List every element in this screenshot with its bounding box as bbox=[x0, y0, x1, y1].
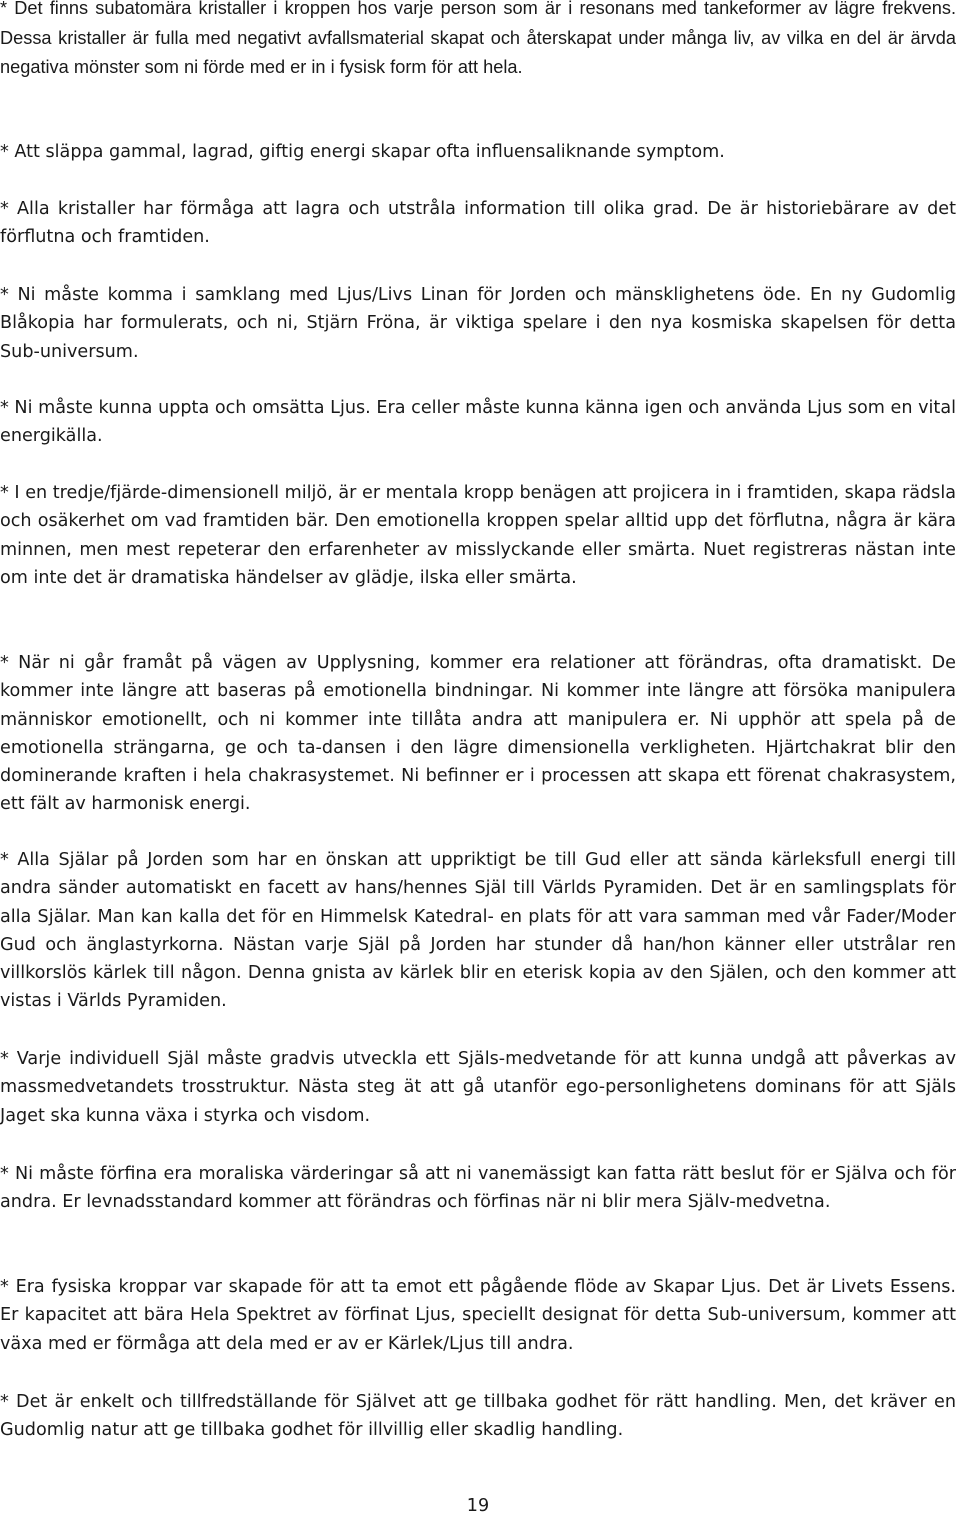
paragraph-mental-body: * I en tredje/fjärde-dimensionell miljö, är er mentala kropp benägen att projicera in i framtiden, skapa rädsla och osäkerhet om vad framtiden bär. Den emotionella kroppen spelar alltid upp det förflutna, några är kära minnen, men mest repeterar den erfarenheter av misslyckande eller smärta. Nuet registreras nästan inte om inte det är dramatiska händelser av glädje, ilska eller smärta. bbox=[0, 483, 956, 588]
paragraph-releasing-energy: * Att släppa gammal, lagrad, giftig energi skapar ofta influensaliknande symptom. bbox=[0, 142, 725, 162]
paragraph-goodness: * Det är enkelt och tillfredställande för Självet att ge tillbaka godhet för rätt handling. Men, det kräver en Gudomlig natur att ge tillbaka godhet för illvillig eller skadlig handling. bbox=[0, 1392, 956, 1441]
paragraph-world-pyramid: * Alla Själar på Jorden som har en önskan att uppriktigt be till Gud eller att sända kärleksfull energi till andra sänder automatiskt en facett av hans/hennes Själ till Världs Pyramiden. Det är en samlingsplats för alla Själar. Man kan kalla det för en Himmelsk Katedral- en plats för att vara samman med vår Fader/Moder Gud och änglastyrkorna. Nästan varje Själ på Jorden har stunder då han/hon känner eller utstrålar ren villkorslös kärlek till någon. Denna gnista av kärlek blir en eterisk kopia av den Själen, och den kommer att vistas i Världs Pyramiden. bbox=[0, 850, 956, 1012]
paragraph-absorb-light: * Ni måste kunna uppta och omsätta Ljus. Era celler måste kunna känna igen och använda Ljus som en vital energikälla. bbox=[0, 398, 956, 447]
paragraph-soul-consciousness: * Varje individuell Själ måste gradvis utveckla ett Själs-medvetande för att kunna undgå att påverkas av massmedvetandets trosstruktur. Nästa steg ät att gå utanför ego-personlighetens dominans för att Själs Jaget ska kunna växa i styrka och visdom. bbox=[0, 1049, 956, 1126]
page-number: 19 bbox=[466, 1496, 490, 1516]
paragraph-light-life-line: * Ni måste komma i samklang med Ljus/Livs Linan för Jorden och mänsklighetens öde. En ny Gudomlig Blåkopia har formulerats, och ni, Stjärn Fröna, är viktiga spelare i den nya kosmiska skapelsen för detta Sub-universum. bbox=[0, 285, 956, 362]
paragraph-enlightenment-relations: * När ni går framåt på vägen av Upplysning, kommer era relationer att förändras, ofta dramatiskt. De kommer inte längre att baseras på emotionella bindningar. Ni kommer inte längre att försöka manipulera människor emotionellt, och ni kommer inte tillåta andra att manipulera er. Ni upphör att spela på de emotionella strängarna, ge och ta-dansen i den lägre dimensionella verkligheten. Hjärtchakrat blir den dominerande kraften i hela chakrasystemet. Ni befinner er i processen att skapa ett förenat chakrasystem, ett fält av harmonisk energi. bbox=[0, 653, 956, 815]
paragraph-crystals-information: * Alla kristaller har förmåga att lagra och utstråla information till olika grad. De är historiebärare av det förflutna och framtiden. bbox=[0, 199, 956, 248]
paragraph-physical-bodies: * Era fysiska kroppar var skapade för att ta emot ett pågående flöde av Skapar Ljus. Det är Livets Essens. Er kapacitet att bära Hela Spektret av förfinat Ljus, speciellt designat för detta Sub-universum, kommer att växa med er förmåga att dela med er av er Kärlek/Ljus till andra. bbox=[0, 1277, 956, 1354]
paragraph-moral-values: * Ni måste förfina era moraliska värderingar så att ni vanemässigt kan fatta rätt beslut för er Själva och för andra. Er levnadsstandard kommer att förändras och förfinas när ni blir mera Själv-medvetna. bbox=[0, 1164, 956, 1213]
paragraph-subatomic-crystals: * Det finns subatomära kristaller i kroppen hos varje person som är i resonans med tankeformer av lägre frekvens. Dessa kristaller är fulla med negativt avfallsmaterial skapat och återskapat under många liv, av vilka en del är ärvda negativa mönster som ni förde med er in i fysisk form för att hela. bbox=[0, 0, 956, 77]
